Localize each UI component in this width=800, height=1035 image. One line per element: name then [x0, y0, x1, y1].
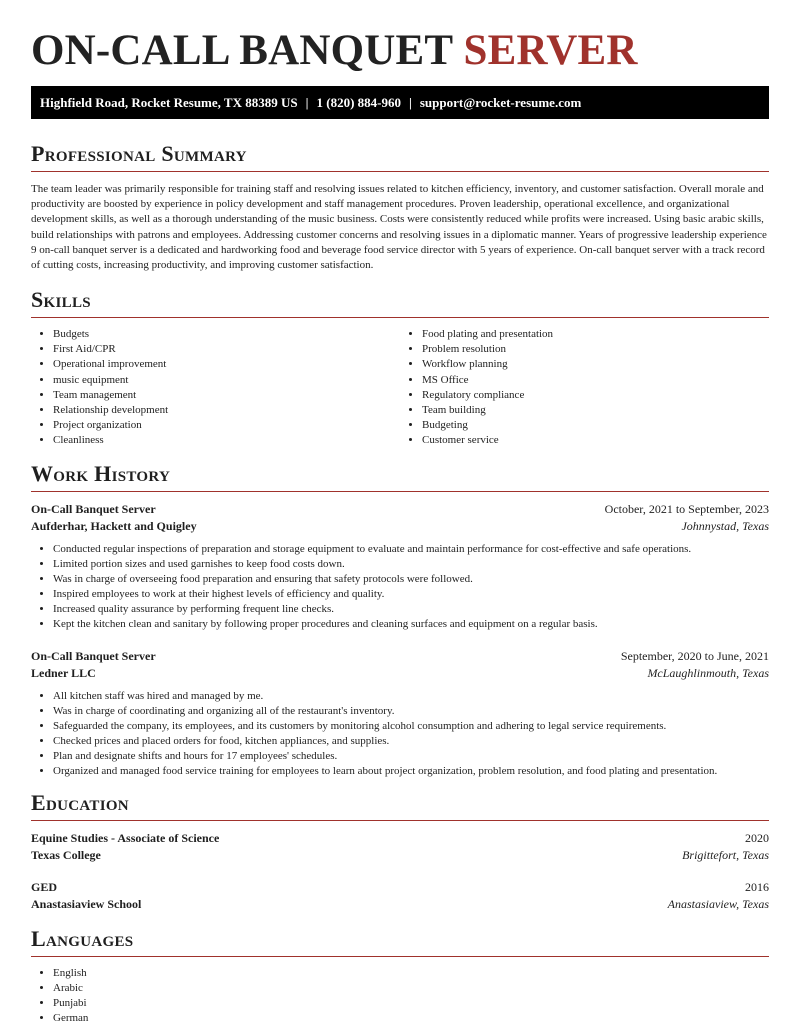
job-header-row [31, 648, 769, 665]
job-duty: • Checked prices and placed orders for food, kitchen appliances, and supplies. [53, 734, 769, 749]
education-school-row [31, 896, 769, 913]
skill-item: • Team management [53, 388, 400, 403]
job-title: On-Call Banquet Server [31, 648, 156, 663]
skills-section [31, 287, 769, 448]
job-dates: October, 2021 to September, 2023 [604, 501, 769, 516]
education-year: 2020 [745, 831, 769, 846]
job-location: McLaughlinmouth, Texas [647, 665, 769, 680]
job-company-row [31, 665, 769, 682]
language-item: • German [53, 1011, 769, 1026]
languages-heading: Languages [31, 926, 769, 957]
contact-address: Highfield Road, Rocket Resume, TX 88389 US [40, 94, 298, 110]
job-entry [31, 501, 769, 633]
job-duty: • Increased quality assurance by performing frequent line checks. [53, 602, 769, 617]
contact-bar [31, 86, 769, 119]
education-location: Anastasiaview, Texas [667, 897, 769, 912]
job-entry [31, 648, 769, 780]
work-history-heading: Work History [31, 461, 769, 492]
languages-list [31, 966, 769, 1026]
job-header-row [31, 501, 769, 518]
candidate-name [31, 0, 769, 76]
job-location: Johnnystad, Texas [681, 518, 769, 533]
education-degree: GED [31, 880, 58, 895]
language-item: • Arabic [53, 981, 769, 996]
skills-heading: Skills [31, 287, 769, 318]
education-location: Brigittefort, Texas [682, 848, 769, 863]
job-duty: • Plan and designate shifts and hours for 17 employees' schedules. [53, 749, 769, 764]
education-section [31, 790, 769, 913]
job-duty: • Conducted regular inspections of preparation and storage equipment to evaluate and maintain performance for cost-effective and safe operations. [53, 542, 769, 557]
education-entry [31, 830, 769, 864]
job-duty: • Was in charge of coordinating and organizing all of the restaurant's inventory. [53, 704, 769, 719]
language-item: • English [53, 966, 769, 981]
skills-columns [31, 327, 769, 448]
skill-item: • Operational improvement [53, 357, 400, 372]
skill-item: • MS Office [422, 373, 769, 388]
education-degree-row [31, 879, 769, 896]
skill-item: • Problem resolution [422, 342, 769, 357]
job-duty: • Inspired employees to work at their highest levels of efficiency and quality. [53, 587, 769, 602]
job-duties-list [31, 689, 769, 780]
name-main: ON-CALL BANQUET [31, 27, 453, 74]
education-degree: Equine Studies - Associate of Science [31, 831, 220, 846]
work-history-section [31, 461, 769, 779]
skill-item: • Budgets [53, 327, 400, 342]
job-company-row [31, 518, 769, 535]
skill-item: • Team building [422, 403, 769, 418]
job-title: On-Call Banquet Server [31, 501, 156, 516]
skill-item: • Cleanliness [53, 433, 400, 448]
job-duty: • Safeguarded the company, its employees, and its customers by monitoring alcohol consumption and adhering to legal service requirements. [53, 719, 769, 734]
job-duty: • Kept the kitchen clean and sanitary by following proper procedures and cleaning surfaces and equipment on a regular basis. [53, 617, 769, 632]
contact-separator: | [408, 94, 412, 110]
education-school-row [31, 847, 769, 864]
job-company: Ledner LLC [31, 665, 96, 680]
name-accent: SERVER [463, 27, 638, 74]
skill-item: • music equipment [53, 373, 400, 388]
summary-text: The team leader was primarily responsible for training staff and resolving issues related to kitchen efficiency, inventory, and customer satisfaction. Overall morale and productivity are boosted by experience in policy development and staff management procedures. Proven leadership, operational excellence, and organizational development skills, as well as a thorough understanding of the music business. Costs were consistently reduced while profits were increased. Using basic arabic skills, build relationships with patrons and employees. Addressing customer concerns and resolving issues in a diplomatic manner. Years of progressive leadership experience 9 on-call banquet server is a dedicated and hardworking food and beverage food service director with 5 years of experience. On-call banquet server with a track record of cutting costs, increasing productivity, and improving customer satisfaction. [31, 183, 767, 272]
education-degree-row [31, 830, 769, 847]
job-duty: • Limited portion sizes and used garnishes to keep food costs down. [53, 557, 769, 572]
skill-item: • Workflow planning [422, 357, 769, 372]
education-school: Texas College [31, 848, 101, 863]
skill-item: • First Aid/CPR [53, 342, 400, 357]
job-duty: • Was in charge of overseeing food preparation and ensuring that safety protocols were followed. [53, 572, 769, 587]
job-dates: September, 2020 to June, 2021 [620, 648, 769, 663]
language-item: • Punjabi [53, 996, 769, 1011]
skill-item: • Customer service [422, 433, 769, 448]
education-heading: Education [31, 790, 769, 821]
contact-email[interactable]: support@rocket-resume.com [419, 94, 582, 110]
skill-item: • Regulatory compliance [422, 388, 769, 403]
job-company: Aufderhar, Hackett and Quigley [31, 518, 197, 533]
job-duty: • All kitchen staff was hired and managed by me. [53, 689, 769, 704]
skill-item: • Budgeting [422, 418, 769, 433]
education-entry [31, 879, 769, 913]
job-duties-list [31, 542, 769, 633]
skill-item: • Project organization [53, 418, 400, 433]
education-year: 2016 [745, 880, 769, 895]
contact-phone[interactable]: 1 (820) 884-960 [316, 94, 401, 110]
skill-item: • Food plating and presentation [422, 327, 769, 342]
skills-list-left [31, 327, 400, 448]
skills-list-right [400, 327, 769, 448]
contact-separator: | [305, 94, 309, 110]
skill-item: • Relationship development [53, 403, 400, 418]
summary-section [31, 141, 769, 273]
languages-section [31, 926, 769, 1026]
job-duty: • Organized and managed food service training for employees to learn about project organization, problem resolution, and food plating and presentation. [53, 764, 769, 779]
education-school: Anastasiaview School [31, 897, 142, 912]
summary-heading: Professional Summary [31, 141, 769, 172]
